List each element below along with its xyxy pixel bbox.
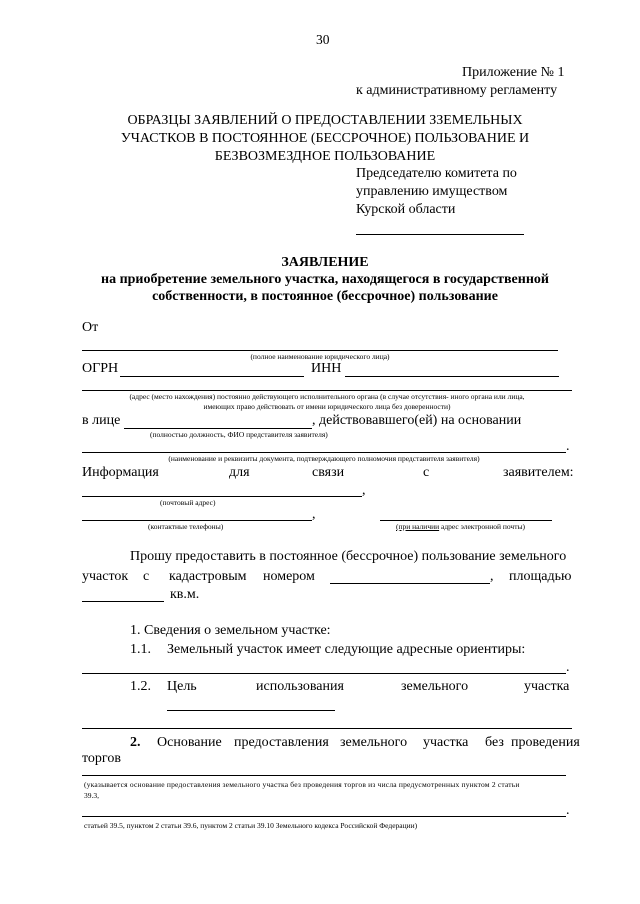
appendix-line1: Приложение № 1 bbox=[462, 65, 565, 80]
section2-number: 2. bbox=[130, 735, 141, 750]
email-caption-underlined: (при наличии bbox=[396, 522, 440, 531]
request-line1: Прошу предоставить в постоянное (бессрочное) пользование земельного bbox=[130, 549, 567, 564]
application-title: ЗАЯВЛЕНИЕ bbox=[281, 255, 369, 270]
area-field[interactable] bbox=[82, 601, 164, 602]
email-field[interactable] bbox=[380, 520, 552, 521]
item12-word-1: Цель bbox=[167, 679, 197, 694]
section2-word-2: предоставления bbox=[234, 735, 329, 750]
authority-document-period: . bbox=[566, 439, 570, 454]
section2-line2: торгов bbox=[82, 751, 121, 766]
request-comma: , bbox=[490, 569, 494, 584]
postal-address-caption: (почтовый адрес) bbox=[160, 498, 216, 507]
item12-word-2: использования bbox=[256, 679, 344, 694]
basis-field-extra[interactable] bbox=[82, 816, 566, 817]
phone-caption: (контактные телефоны) bbox=[148, 522, 224, 531]
inn-field[interactable] bbox=[345, 376, 559, 377]
email-caption-rest: адрес электронной почты) bbox=[439, 522, 526, 531]
email-caption bbox=[396, 523, 525, 531]
applicant-name-caption: (полное наименование юридического лица) bbox=[250, 352, 390, 361]
addressee-signature-line bbox=[356, 234, 524, 235]
authority-document-line[interactable] bbox=[82, 452, 566, 453]
item12-word-3: земельного bbox=[401, 679, 469, 694]
representative-field[interactable] bbox=[124, 428, 312, 429]
doc-title-line2: УЧАСТКОВ В ПОСТОЯННОЕ (БЕССРОЧНОЕ) ПОЛЬЗОВАНИЕ И bbox=[120, 131, 530, 146]
application-subtitle-line1: на приобретение земельного участка, находящегося в государственной bbox=[101, 272, 549, 287]
section2-word-4: участка bbox=[423, 735, 469, 750]
addressee-line3: Курской области bbox=[356, 202, 456, 217]
section1-title: 1. Сведения о земельном участке: bbox=[130, 623, 331, 638]
doc-title-line1: ОБРАЗЦЫ ЗАЯВЛЕНИЙ О ПРЕДОСТАВЛЕНИИ ЗЗЕМЕЛЬНЫХ bbox=[127, 113, 523, 128]
item11-text: Земельный участок имеет следующие адресные ориентиры: bbox=[167, 642, 526, 657]
ogrn-field[interactable] bbox=[120, 376, 304, 377]
request-word-1: участок bbox=[82, 569, 129, 584]
area-unit: кв.м. bbox=[170, 587, 200, 602]
inn-label: ИНН bbox=[311, 361, 342, 376]
section2-word-1: Основание bbox=[157, 735, 222, 750]
phone-comma: , bbox=[312, 507, 316, 522]
basis-note-line3: статьей 39.5, пунктом 2 статьи 39.6, пунктом 2 статьи 39.10 Земельного кодекса Российской Федерации) bbox=[84, 821, 418, 830]
contact-info-word-5: заявителем: bbox=[503, 465, 574, 480]
item11-period: . bbox=[566, 660, 570, 675]
application-subtitle-line2: собственности, в постоянное (бессрочное) пользование bbox=[152, 289, 498, 304]
ogrn-label: ОГРН bbox=[82, 361, 119, 376]
request-area-label: площадью bbox=[509, 569, 572, 584]
contact-info-word-1: Информация bbox=[82, 465, 159, 480]
appendix-line2: к административному регламенту bbox=[356, 83, 558, 98]
request-word-3: кадастровым bbox=[169, 569, 247, 584]
representative-suffix: , действовавшего(ей) на основании bbox=[312, 413, 522, 428]
request-word-4: номером bbox=[263, 569, 315, 584]
basis-note-line2: 39.3, bbox=[84, 791, 99, 800]
contact-info-word-4: с bbox=[423, 465, 430, 480]
phone-field[interactable] bbox=[82, 520, 312, 521]
addressee-line2: управлению имуществом bbox=[356, 184, 508, 199]
postal-address-comma: , bbox=[362, 483, 366, 498]
authority-document-caption: (наименование и реквизиты документа, подтверждающего полномочия представителя заявителя) bbox=[168, 454, 480, 463]
address-caption-line1: (адрес (место нахождения) постоянно действующего исполнительного органа (в случае отсутствия- иного органа или лица, bbox=[129, 392, 525, 401]
cadastral-number-field[interactable] bbox=[330, 583, 490, 584]
section2-word-5: без bbox=[485, 735, 504, 750]
representative-caption: (полностью должность, ФИО представителя заявителя) bbox=[150, 430, 328, 439]
addressee-line1: Председателю комитета по bbox=[356, 166, 517, 181]
basis-field[interactable] bbox=[82, 775, 566, 776]
from-label: От bbox=[82, 320, 99, 335]
basis-period: . bbox=[566, 803, 570, 818]
section2-word-6: проведения bbox=[511, 735, 580, 750]
address-landmarks-field[interactable] bbox=[82, 673, 566, 674]
contact-info-word-3: связи bbox=[312, 465, 345, 480]
postal-address-field[interactable] bbox=[82, 496, 362, 497]
section2-word-3: земельного bbox=[340, 735, 408, 750]
address-caption-line2: имеющих право действовать от имени юридического лица без доверенности) bbox=[203, 402, 451, 411]
basis-note-line1: (указывается основание предоставления земельного участка без проведения торгов из числа предусмотренных пунктом 2 статьи bbox=[84, 780, 520, 789]
item12-word-4: участка bbox=[524, 679, 570, 694]
usage-purpose-field-extra[interactable] bbox=[82, 728, 572, 729]
representative-prefix: в лице bbox=[82, 413, 121, 428]
address-line[interactable] bbox=[82, 390, 572, 391]
doc-title-line3: БЕЗВОЗМЕЗДНОЕ ПОЛЬЗОВАНИЕ bbox=[214, 149, 436, 164]
contact-info-word-2: для bbox=[229, 465, 250, 480]
request-word-2: с bbox=[143, 569, 150, 584]
item12-number: 1.2. bbox=[130, 679, 151, 694]
usage-purpose-field[interactable] bbox=[167, 710, 335, 711]
applicant-name-line[interactable] bbox=[82, 350, 558, 351]
page-number: 30 bbox=[316, 32, 330, 47]
item11-number: 1.1. bbox=[130, 642, 151, 657]
